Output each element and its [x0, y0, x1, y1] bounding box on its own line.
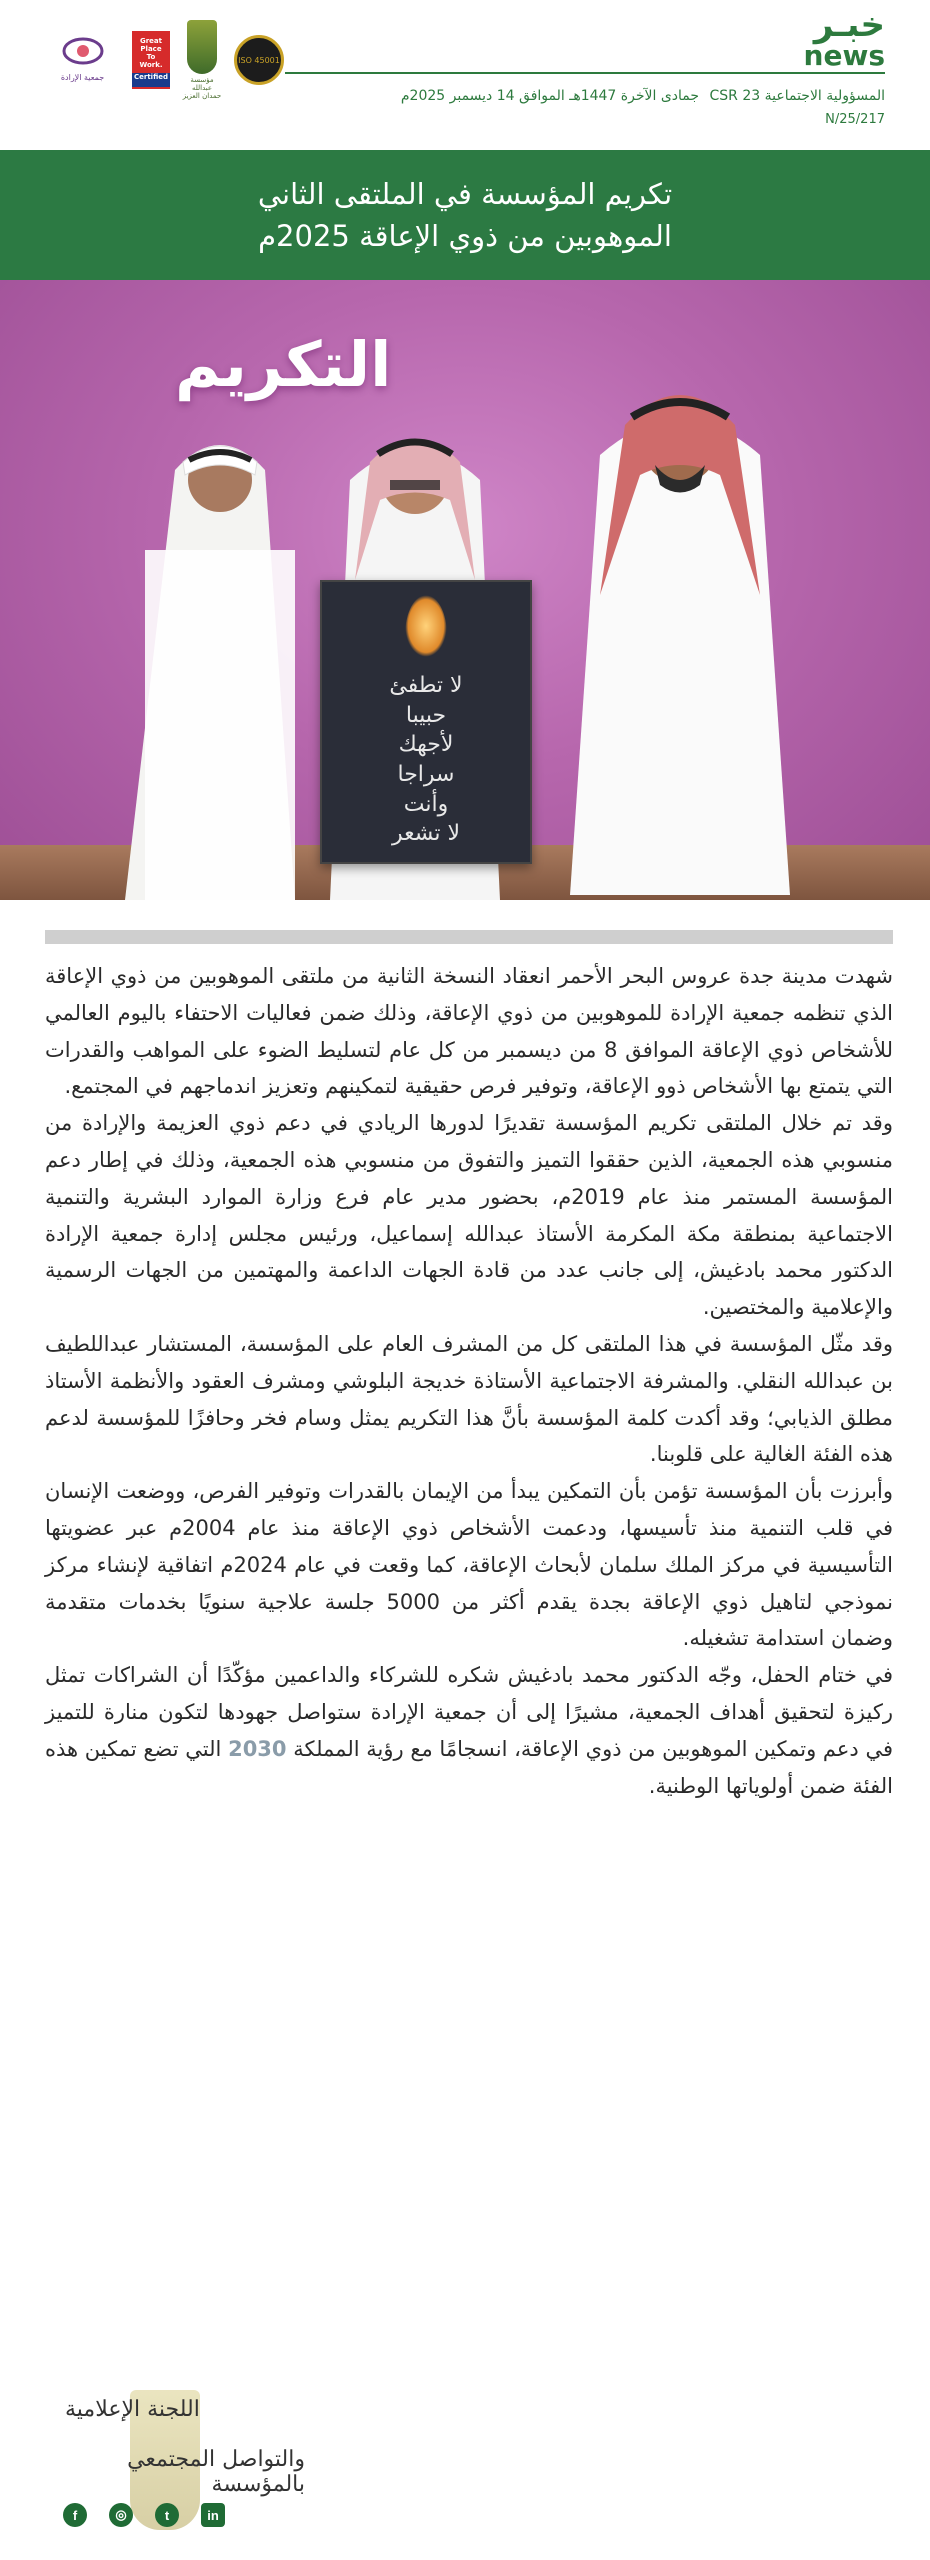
gptw-line: Great [139, 37, 162, 45]
flame-calligraphy-icon [405, 595, 447, 657]
foundation-logo [182, 20, 222, 100]
gptw-certified: Certified [132, 73, 170, 87]
event-photo [0, 280, 930, 900]
irada-association-logo [45, 29, 120, 91]
article-paragraph: شهدت مدينة جدة عروس البحر الأحمر انعقاد النسخة الثانية من ملتقى الموهوبين من ذوي الإعاقة الذي تنظمه جمعية الإرادة للموهوبين من ذوي الإعاقة، وذلك ضمن فعاليات الاحتفاء باليوم العالمي للأشخاص ذوي الإعاقة الموافق 8 من ديسمبر من كل عام لتسليط الضوء على المواهب والقدرات التي يتمتع بها الأشخاص ذوو الإعاقة، وتوفير فرص حقيقية لتمكينهم وتعزيز اندماجهم في المجتمع. [45, 964, 893, 1099]
gptw-line: Work. [139, 61, 163, 70]
irada-caption: جمعية الإرادة [60, 73, 105, 82]
meta-line [395, 88, 885, 104]
poster-verse-line: سراجا [397, 762, 455, 787]
brand-english: news [803, 39, 885, 72]
title-line-2: الموهوبين من ذوي الإعاقة 2025م [258, 219, 672, 253]
social-links [63, 2503, 225, 2527]
poster-verse-line: وأنت [403, 791, 449, 817]
poster-verse-line: حبيبا [405, 702, 447, 728]
page-header [0, 0, 930, 150]
committee-line-2: والتواصل المجتمعي بالمؤسسة [127, 2447, 305, 2497]
paragraph-text: التي تضع تمكين هذه الفئة ضمن أولوياتها الوطنية. [45, 1736, 893, 1798]
great-place-to-work-logo [132, 31, 170, 89]
gptw-line: Place [140, 45, 162, 54]
instagram-icon[interactable]: ◎ [109, 2503, 133, 2527]
stage-text: التكريم [175, 328, 392, 401]
partner-logos [45, 20, 284, 100]
iso-badge: ISO 45001 [234, 35, 284, 85]
linkedin-icon[interactable]: in [201, 2503, 225, 2527]
gptw-line: To [146, 53, 156, 62]
committee-line-1: اللجنة الإعلامية [65, 2397, 200, 2422]
twitter-icon[interactable]: t [155, 2503, 179, 2527]
poster-verse-line: لا تشعر [391, 821, 461, 847]
article-paragraph: وقد تم خلال الملتقى تكريم المؤسسة تقديرًا لدورها الريادي في دعم ذوي العزيمة والإرادة من منسوبي هذه الجمعية، الذين حققوا التميز والتفوق من منسوبي هذه الجمعية، وذلك في إطار دعم المؤسسة المستمر منذ عام 2019م، بحضور مدير عام فرع وزارة الموارد البشرية والتنمية الاجتماعية بمنطقة مكة المكرمة الأستاذ عبدالله إسماعيل، ورئيس مجلس إدارة جمعية الإرادة الدكتور محمد بادغيش، إلى جانب عدد من قادة الجهات الداعمة والمهتمين من الجهات الرسمية والإعلامية والمختصين. [45, 1111, 893, 1320]
department-label: المسؤولية الاجتماعية CSR [709, 88, 885, 104]
section-divider [45, 930, 893, 944]
foundation-caption: مؤسسة عبدالله حمدان العزيز [182, 76, 222, 100]
poster-verse [389, 671, 462, 849]
poster-verse-line: لا تطفئ [389, 672, 463, 698]
vision-2030-logo: 2030 [228, 1736, 287, 1761]
eye-icon [61, 29, 105, 73]
paragraph-text: في ختام الحفل، وجّه الدكتور محمد بادغيش شكره للشركاء والداعمين مؤكّدًا أن الشراكات تمثل ركيزة لتحقيق أهداف الجمعية، مشيرًا إلى أن جمعية الإرادة ستواصل جهودها لتكون منارة للتميز في دعم وتمكين الموهوبين من ذوي الإعاقة، انسجامًا مع رؤية المملكة [45, 1663, 893, 1761]
header-divider [285, 72, 885, 74]
title-line-1: تكريم المؤسسة في الملتقى الثاني [257, 177, 673, 211]
person-right-illustration [530, 335, 830, 895]
foundation-emblem-icon [187, 20, 217, 74]
brand-arabic: خبـر [813, 5, 885, 45]
article-paragraph: وقد مثّل المؤسسة في هذا الملتقى كل من المشرف العام على المؤسسة، المستشار عبداللطيف بن عبدالله النقلي. والمشرفة الاجتماعية الأستاذة خديجة البلوشي ومشرف العقود والأنظمة الأستاذ مطلق الذيابي؛ وقد أكدت كلمة المؤسسة بأنَّ هذا التكريم يمثل وسام فخر وحافزًا للمؤسسة لدعم هذه الفئة الغالية على قلوبنا. [45, 1331, 893, 1467]
footer-signature [45, 2385, 305, 2545]
article-paragraph: وأبرزت بأن المؤسسة تؤمن بأن التمكين يبدأ من الإيمان بالقدرات وتوفير الفرص، ووضعت الإنسان في قلب التنمية منذ تأسيسها، ودعمت الأشخاص ذوي الإعاقة منذ عام 2004م عبر عضويتها التأسيسية في مركز الملك سلمان لأبحاث الإعاقة، كما وقعت في عام 2024م اتفاقية لإنشاء مركز نموذجي لتاهيل ذوي الإعاقة بجدة يقدم أكثر من 5000 جلسة علاجية سنويًا بخدمات متقدمة وضمان استدامة تشغيله. [45, 1479, 893, 1651]
issue-number: N/25/217 [825, 112, 885, 127]
date-line: 23 جمادى الآخرة 1447هـ الموافق 14 ديسمبر 2025م [400, 88, 761, 104]
article-paragraph [45, 1657, 893, 1804]
article-body [45, 958, 893, 1804]
award-poster [320, 580, 532, 864]
news-brand [803, 5, 885, 72]
poster-verse-line: لأجهك [398, 732, 454, 758]
facebook-icon[interactable]: f [63, 2503, 87, 2527]
title-banner [0, 150, 930, 280]
